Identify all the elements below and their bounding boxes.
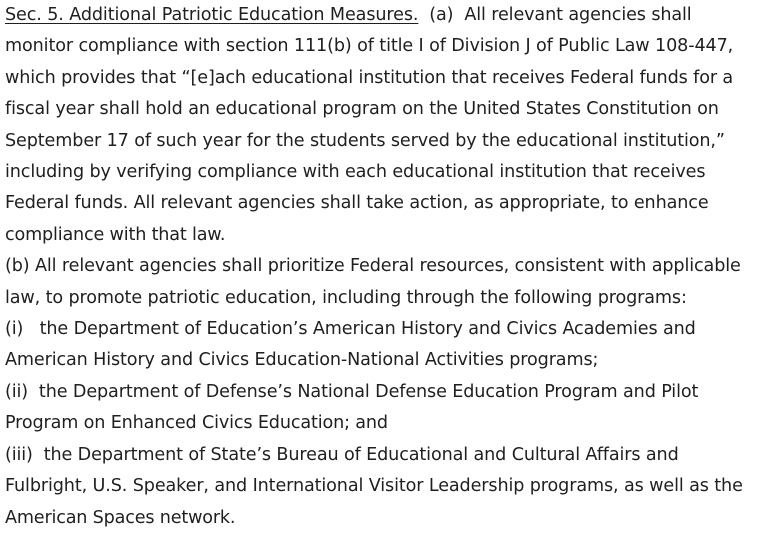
line-16: American Spaces network.: [5, 507, 236, 528]
line-7: compliance with that law.: [5, 224, 226, 245]
line-6: Federal funds. All relevant agencies shall take action, as appropriate, to enhance: [5, 193, 709, 214]
line-13: Program on Enhanced Civics Education; and: [5, 413, 388, 434]
document-body: [5, 0, 781, 534]
line-2: which provides that “[e]ach educational institution that receives Federal funds for a: [5, 67, 734, 88]
line-14: (iii) the Department of State’s Bureau of Educational and Cultural Affairs and: [5, 444, 679, 465]
line-1: monitor compliance with section 111(b) of title I of Division J of Public Law 108-447,: [5, 36, 734, 57]
line-11: American History and Civics Education-National Activities programs;: [5, 350, 599, 371]
line-15: Fulbright, U.S. Speaker, and International Visitor Leadership programs, as well as the: [5, 476, 743, 497]
line-0: [5, 0, 781, 31]
line-0-text: (a) All relevant agencies shall: [418, 5, 692, 25]
line-10: (i) the Department of Education’s American History and Civics Academies and: [5, 319, 696, 340]
line-4: September 17 of such year for the students served by the educational institution,”: [5, 130, 725, 151]
line-9: law, to promote patriotic education, including through the following programs:: [5, 287, 687, 308]
line-8: (b) All relevant agencies shall prioritize Federal resources, consistent with applicable: [5, 256, 741, 277]
line-5: including by verifying compliance with each educational institution that receives: [5, 162, 706, 183]
line-3: fiscal year shall hold an educational program on the United States Constitution on: [5, 99, 719, 120]
section-heading: Sec. 5. Additional Patriotic Education Measures.: [5, 5, 419, 25]
line-12: (ii) the Department of Defense’s National Defense Education Program and Pilot: [5, 381, 699, 402]
